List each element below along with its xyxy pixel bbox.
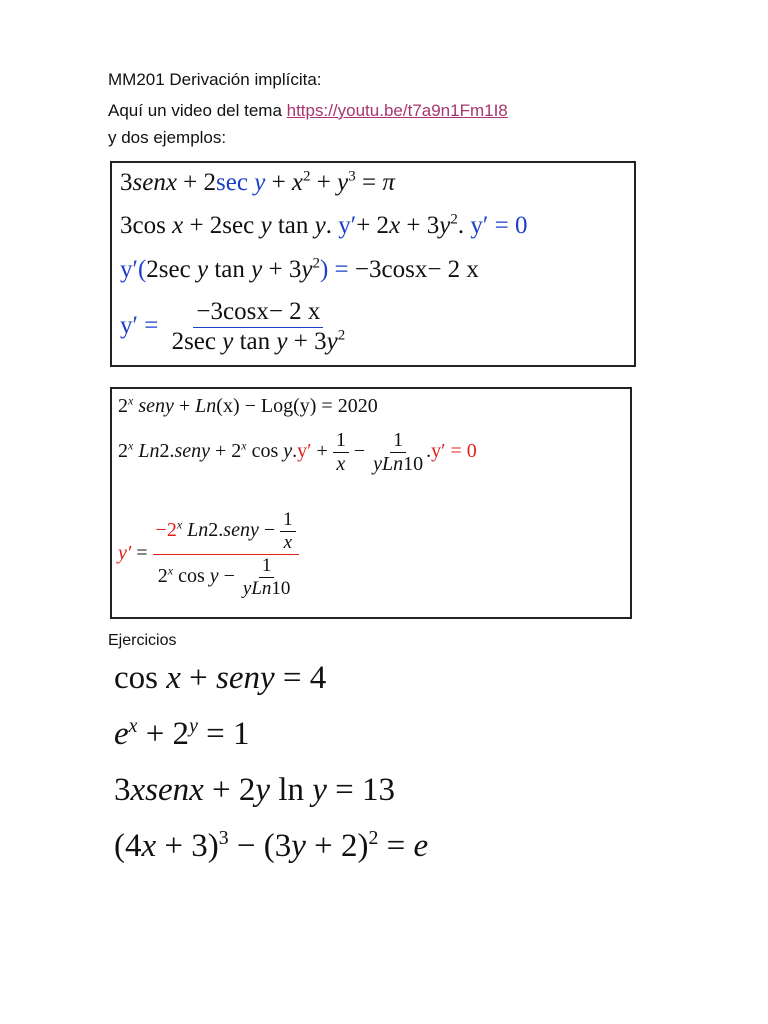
ex1-line-2: 3cos x + 2sec y tan y. $y'+ 2x + 3y^2$. y′ = 0	[120, 211, 528, 239]
ex2-line-3: y′ = $-2^x$ Ln2.seny − $\frac{1}{x}$ 2$^x$ cos y − $\frac{1}{\text{yLn10}}$	[118, 509, 299, 599]
ex2-main-fraction: $-2^x$ Ln2.seny − $\frac{1}{x}$ 2$^x$ cos y − $\frac{1}{\text{yLn10}}$	[153, 509, 299, 599]
ex2-frac-1-over-ylnl0: $\frac{1}{\text{yLn10}}$	[373, 429, 424, 475]
page-title: MM201 Derivación implícita:	[108, 70, 322, 89]
ex1-fraction: $\frac{-3\cos x- 2 x}{2\sec y \tan y + 3y^2}$	[171, 298, 346, 355]
example-2-box	[110, 387, 632, 619]
ex1-line-1: 3senx + 2sec $y + x^2 + y^3 = \pi$	[120, 168, 395, 196]
exercise-2: $e^x + 2^y = 1$	[114, 715, 250, 752]
exercise-1: cos x + seny = 4	[114, 660, 327, 696]
examples-label: y dos ejemplos:	[108, 128, 227, 147]
ex2-frac-1-over-x: $\frac{1}{x}$	[333, 429, 349, 476]
video-line	[108, 101, 508, 121]
video-link[interactable]: https://youtu.be/t7a9n1Fm1I8	[286, 101, 508, 120]
video-prefix: Aquí un video del tema	[108, 101, 287, 120]
exercise-4: $(4x + 3)^3 - (3y + 2)^2 = e$	[114, 827, 429, 864]
example-1-box	[110, 161, 636, 367]
exercises-label: Ejercicios	[108, 632, 177, 649]
ex1-line-4: y′ = $\frac{-3\cos x- 2 x}{2\sec y \tan y + 3y^2}$	[120, 298, 348, 357]
ex2-line-2: 2$^x$ Ln2.seny + $2^x$ cos y.y′ + $\frac{1}{x}$ − $\frac{1}{\text{yLn10}}$ .y′ = 0	[118, 429, 477, 475]
exercise-3: 3xsenx + 2y ln y = 13	[114, 772, 396, 808]
ex2-line-1: 2$^x$ seny + Ln(x) − Log(y) = 2020	[118, 393, 378, 417]
ex1-line-3: y′(2sec y $\tan y + 3y^2) = -3\cos x- 2$ x	[120, 255, 479, 283]
